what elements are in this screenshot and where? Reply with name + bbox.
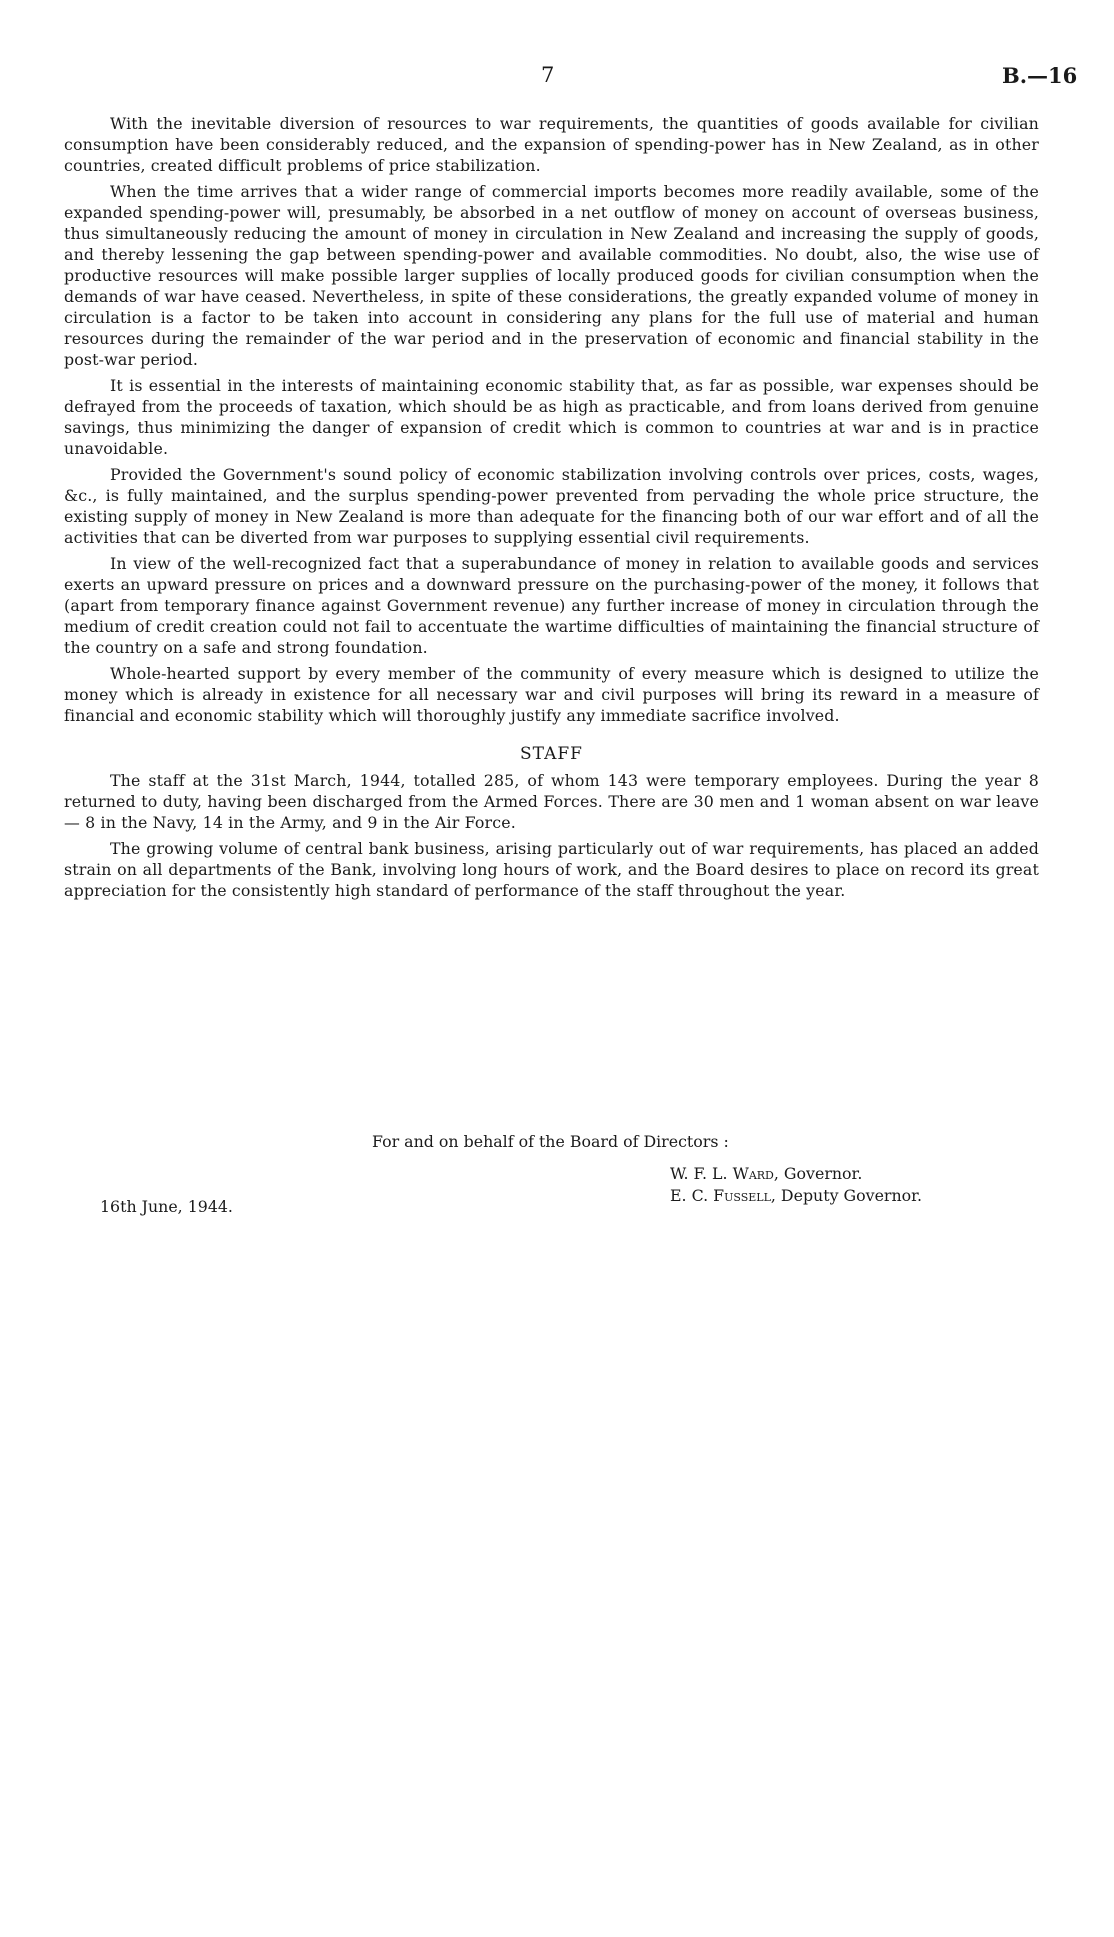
paragraph: When the time arrives that a wider range of commercial imports becomes more readily available, some of the expanded spending-power will, presumably, be absorbed in a net outflow of money on account of overseas business, thus simultaneously reducing the amount of money in circulation in New Zealand and increasing the supply of goods, and thereby lessening the gap between spending-power and available commodities. No doubt, also, the wise use of productive resources will make possible larger supplies of locally produced goods for civilian consumption when the demands of war have ceased. Nevertheless, in spite of these considerations, the greatly expanded volume of money in circulation is a factor to be taken into account in considering any plans for the full use of material and human resources during the remainder of the war period and in the preservation of economic and financial stability in the post-war period. bbox=[64, 182, 1039, 369]
signing-date: 16th June, 1944. bbox=[100, 1197, 233, 1216]
signatory-name: W. F. L. Ward bbox=[670, 1164, 774, 1183]
section-heading-staff: STAFF bbox=[520, 744, 583, 764]
staff-paragraph: The growing volume of central bank business, arising particularly out of war requirements, has placed an added strain on all departments of the Bank, involving long hours of work, and the Board desires to place on record its great appreciation for the consistently high standard of performance of the staff throughout the year. bbox=[64, 839, 1039, 900]
paragraph: Whole-hearted support by every member of the community of every measure which is designed to utilize the money which is already in existence for all necessary war and civil purposes will bring its reward in a measure of financial and economic stability which will thoroughly justify any immediate sacrifice involved. bbox=[64, 664, 1039, 725]
signatory-deputy-governor bbox=[670, 1186, 922, 1205]
paragraph: With the inevitable diversion of resources to war requirements, the quantities of goods available for civilian consumption have been considerably reduced, and the expansion of spending-power has in New Zealand, as in other countries, created difficult problems of price stabilization. bbox=[64, 114, 1039, 175]
paragraph: In view of the well-recognized fact that a superabundance of money in relation to available goods and services exerts an upward pressure on prices and a downward pressure on the purchasing-power of the money, it follows that (apart from temporary finance against Government revenue) any further increase of money in circulation through the medium of credit creation could not fail to accentuate the wartime difficulties of maintaining the financial structure of the country on a safe and strong foundation. bbox=[64, 554, 1039, 657]
paragraph: Provided the Government's sound policy of economic stabilization involving controls over prices, costs, wages, &c., is fully maintained, and the surplus spending-power prevented from pervading the whole price structure, the existing supply of money in New Zealand is more than adequate for the financing both of our war effort and of all the activities that can be diverted from war purposes to supplying essential civil requirements. bbox=[64, 465, 1039, 547]
for-behalf-line: For and on behalf of the Board of Directors : bbox=[372, 1132, 729, 1151]
signatory-name: E. C. Fussell bbox=[670, 1186, 771, 1205]
signatory-governor bbox=[670, 1164, 862, 1183]
signatory-title: , Governor. bbox=[773, 1164, 863, 1183]
document-reference: B.—16 bbox=[1002, 63, 1078, 88]
paragraph: It is essential in the interests of maintaining economic stability that, as far as possible, war expenses should be defrayed from the proceeds of taxation, which should be as high as practicable, and from loans derived from genuine savings, thus minimizing the danger of expansion of credit which is common to countries at war and is in practice unavoidable. bbox=[64, 376, 1039, 458]
signatory-title: , Deputy Governor. bbox=[770, 1186, 923, 1205]
page-number: 7 bbox=[541, 63, 555, 87]
staff-paragraph: The staff at the 31st March, 1944, totalled 285, of whom 143 were temporary employees. During the year 8 returned to duty, having been discharged from the Armed Forces. There are 30 men and 1 woman absent on war leave — 8 in the Navy, 14 in the Army, and 9 in the Air Force. bbox=[64, 771, 1039, 832]
body-text bbox=[64, 113, 1039, 906]
